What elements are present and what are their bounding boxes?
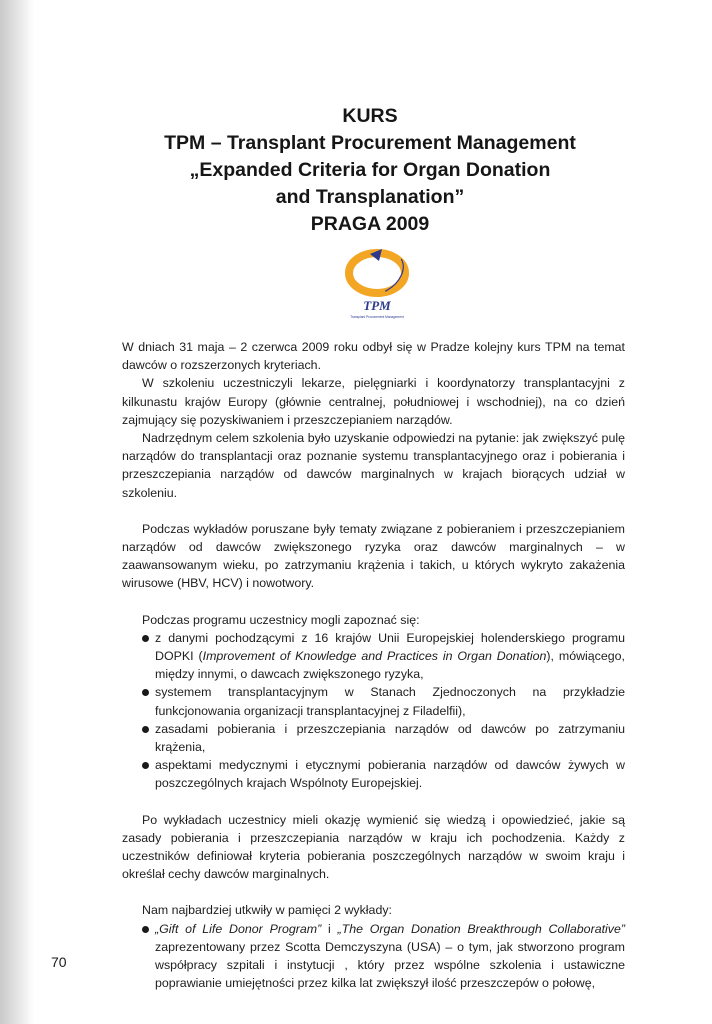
list-item-text: z danymi pochodzącymi z 16 krajów Unii Europejskiej holenderskiego programu DOPKI ( — [155, 630, 625, 664]
list-item-italic: „The Organ Donation Breakthrough Collaborative” — [337, 921, 625, 936]
logo-subtext: Transplant Procurement Management — [350, 315, 404, 319]
page-edge-shadow — [0, 0, 34, 1024]
list-item — [122, 920, 625, 993]
list-item — [122, 683, 625, 719]
list-item-text: systemem transplantacyjnym w Stanach Zjednoczonych na przykładzie funkcjonowania organizacji transplantacyjnej z Filadelfii), — [155, 685, 625, 718]
list-item-italic: Improvement of Knowledge and Practices in Organ Donation — [202, 649, 547, 664]
bullet-icon — [142, 926, 149, 933]
paragraph-4: Podczas wykładów poruszane były tematy związane z pobieraniem i przeszczepianiem narządów od dawców zwiększonego ryzyka oraz dawców marginalnych – w zaawansowanym wieku, po zatrzymaniu krążenia i takich, u których wykryto zakażenia wirusowe (HBV, HCV) i nowotwory. — [122, 521, 625, 591]
bullet-icon — [142, 635, 149, 642]
title-line-4: and Transplanation” — [275, 186, 465, 208]
title-line-5: PRAGA 2009 — [310, 213, 430, 235]
paragraph-5: Podczas programu uczestnicy mogli zapoznać się: — [142, 612, 420, 627]
list-item-text: aspektami medycznymi i etycznymi pobierania narządów od dawców żywych w poszczególnych krajach Wspólnoty Europejskiej. — [155, 758, 625, 791]
tpm-logo — [340, 246, 415, 320]
list-item-text: i — [321, 921, 338, 936]
title-line-2: TPM – Transplant Procurement Management — [164, 132, 576, 154]
lectures-list — [122, 920, 625, 993]
logo-text: TPM — [363, 298, 391, 313]
paragraph-7: Nam najbardziej utkwiły w pamięci 2 wykłady: — [142, 903, 392, 918]
list-item-text: zasadami pobierania i przeszczepiania narządów od dawców po zatrzymaniu krążenia, — [155, 721, 625, 755]
document-title — [100, 103, 640, 238]
list-item — [122, 756, 625, 792]
page-number: 70 — [51, 954, 67, 970]
list-item — [122, 629, 625, 684]
program-topics-list — [122, 629, 625, 793]
tpm-logo-mark — [340, 246, 415, 320]
bullet-icon — [142, 689, 149, 696]
paragraph-6: Po wykładach uczestnicy mieli okazję wymienić się wiedzą i opowiedzieć, jakie są zasady pobierania i przeszczepiania narządów w kraju ich pochodzenia. Każdy z uczestników definiował kryteria pobierania poszczególnych narządów w swoim kraju i określał cechy dawców marginalnych. — [122, 812, 625, 882]
paragraph-2: W szkoleniu uczestniczyli lekarze, pielęgniarki i koordynatorzy transplantacyjni z kilkunastu krajów Europy (głównie centralnej, południowej i wschodniej), na co dzień zajmujący się pozyskiwaniem i przeszczepianiem narządów. — [122, 376, 625, 427]
list-item-text: ), mówiącego, między innymi, o dawcach zwiększonego ryzyka, — [155, 649, 625, 682]
list-item-italic: „Gift of Life Donor Program” — [155, 921, 322, 936]
title-line-3: „Expanded Criteria for Organ Donation — [189, 159, 551, 181]
bullet-icon — [142, 726, 149, 733]
list-item-text: zaprezentowany przez Scotta Demczyszyna (USA) – o tym, jak stworzono program współpracy szpitali i instytucji , który przez wspólne szkolenia i ustawiczne poprawianie umiejętności przez kilka lat zwiększył ilość przeszczepów o połowę, — [155, 939, 625, 991]
list-item — [122, 720, 625, 756]
paragraph-1: W dniach 31 maja – 2 czerwca 2009 roku odbył się w Pradze kolejny kurs TPM na temat dawców o rozszerzonych kryteriach. — [122, 340, 625, 373]
paragraph-3: Nadrzędnym celem szkolenia było uzyskanie odpowiedzi na pytanie: jak zwiększyć pulę narządów do transplantacji oraz poznanie systemu transplantacyjnego oraz i pobierania i przeszczepiania narządów od dawców marginalnych w krajach biorących udział w szkoleniu. — [122, 431, 625, 500]
article-body — [122, 338, 625, 993]
bullet-icon — [142, 762, 149, 769]
title-line-1: KURS — [342, 105, 398, 127]
